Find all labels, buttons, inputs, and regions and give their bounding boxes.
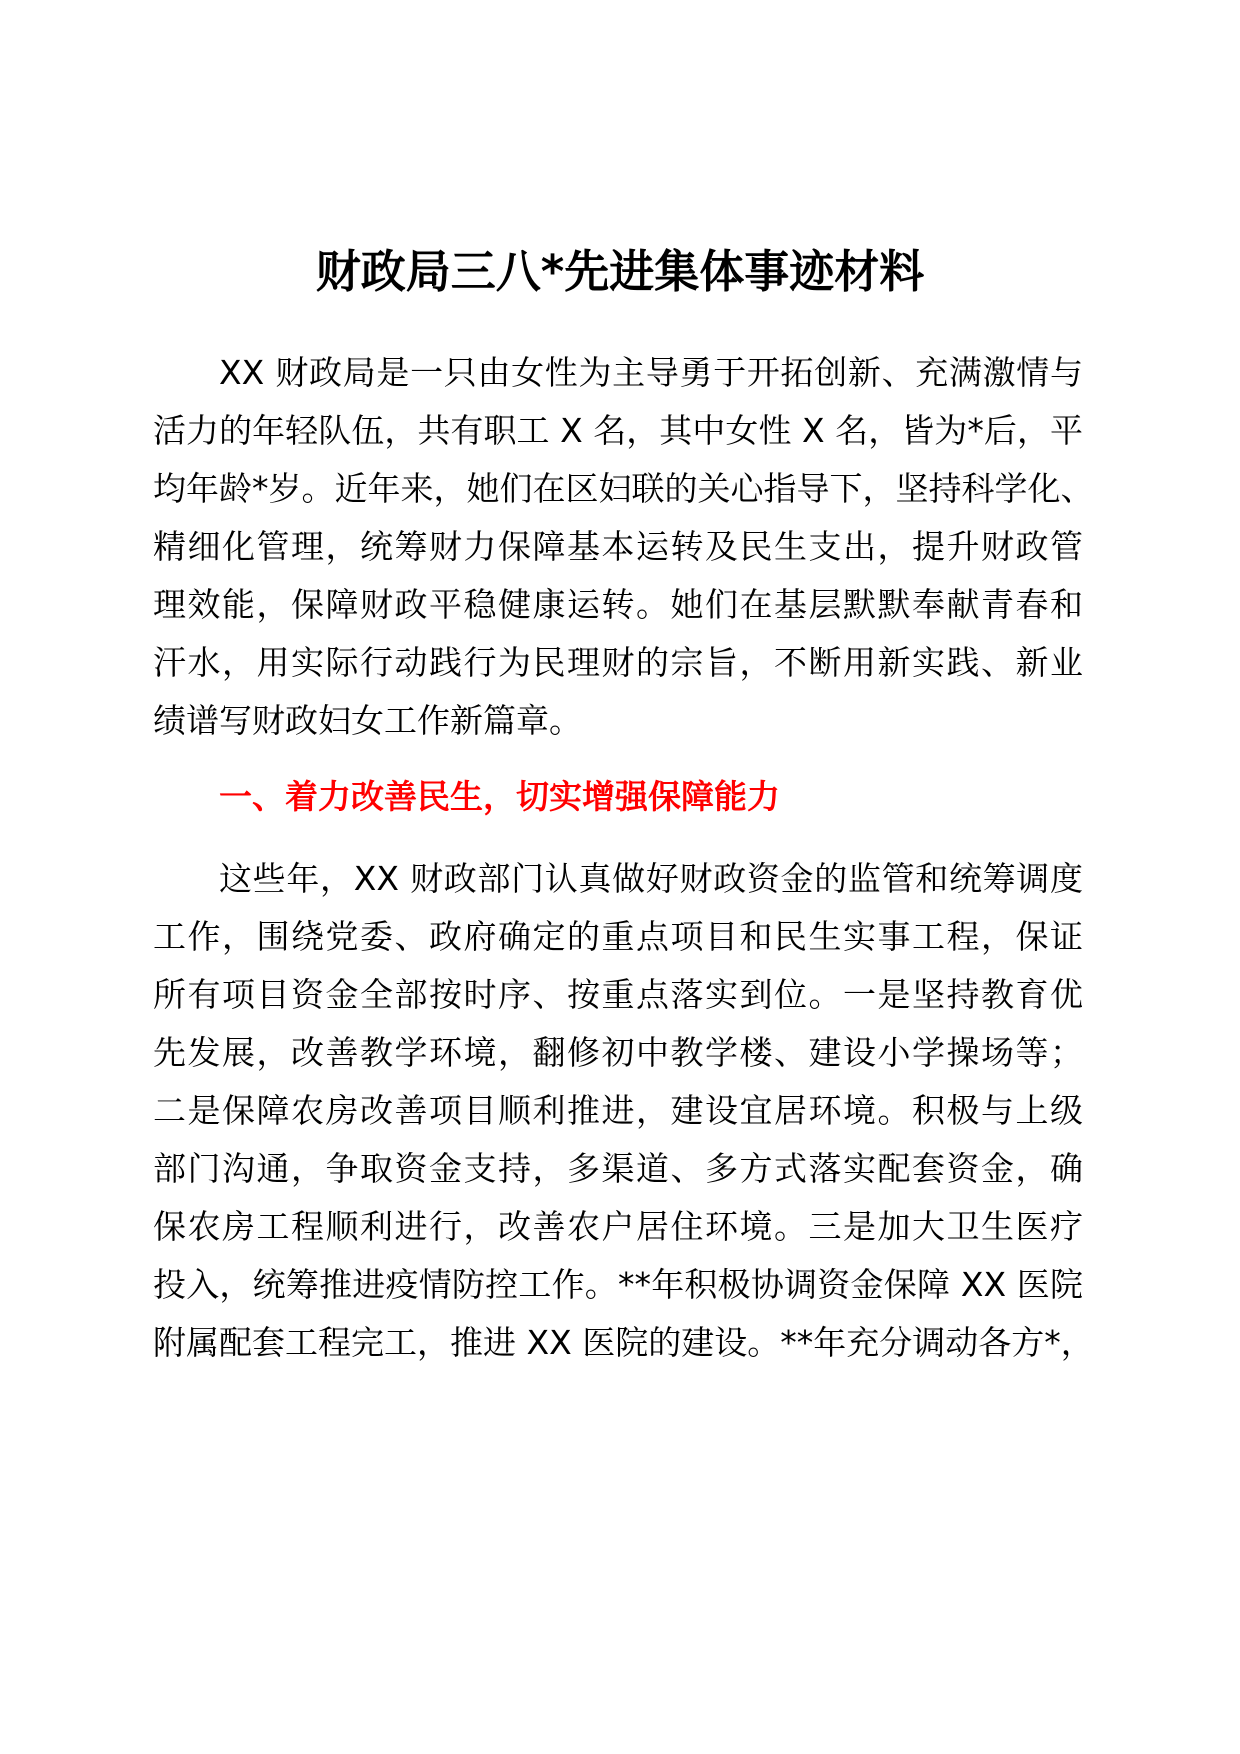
- paragraph-1-line-2: 活力的年轻队伍，共有职工 X 名，其中女性 X 名，皆为*后，平: [153, 411, 1083, 450]
- paragraph-2-line-9: 附属配套工程完工，推进 XX 医院的建设。**年充分调动各方*，: [153, 1323, 1094, 1362]
- paragraph-1-line-4: 精细化管理，统筹财力保障基本运转及民生支出，提升财政管: [153, 527, 1083, 566]
- paragraph-2-line-1: 这些年，XX 财政部门认真做好财政资金的监管和统筹调度: [219, 859, 1083, 898]
- document-title: 财政局三八*先进集体事迹材料: [315, 245, 925, 298]
- paragraph-2-line-2: 工作，围绕党委、政府确定的重点项目和民生实事工程，保证: [153, 917, 1083, 956]
- paragraph-2-line-3: 所有项目资金全部按时序、按重点落实到位。一是坚持教育优: [153, 975, 1083, 1014]
- paragraph-1-line-6: 汗水，用实际行动践行为民理财的宗旨，不断用新实践、新业: [153, 643, 1083, 682]
- paragraph-1-line-7: 绩谱写财政妇女工作新篇章。: [153, 701, 582, 740]
- paragraph-1-line-1: XX 财政局是一只由女性为主导勇于开拓创新、充满激情与: [219, 353, 1083, 392]
- paragraph-2-line-7: 保农房工程顺利进行，改善农户居住环境。三是加大卫生医疗: [153, 1207, 1083, 1246]
- paragraph-2-line-8: 投入，统筹推进疫情防控工作。**年积极协调资金保障 XX 医院: [153, 1265, 1083, 1304]
- paragraph-1-line-5: 理效能，保障财政平稳健康运转。她们在基层默默奉献青春和: [153, 585, 1083, 624]
- section-heading-1: 一、着力改善民生，切实增强保障能力: [219, 777, 780, 816]
- paragraph-2-line-5: 二是保障农房改善项目顺利推进，建设宜居环境。积极与上级: [153, 1091, 1083, 1130]
- paragraph-2-line-4: 先发展，改善教学环境，翻修初中教学楼、建设小学操场等；: [153, 1033, 1083, 1072]
- paragraph-2-line-6: 部门沟通，争取资金支持，多渠道、多方式落实配套资金，确: [153, 1149, 1083, 1188]
- paragraph-1-line-3: 均年龄*岁。近年来，她们在区妇联的关心指导下，坚持科学化、: [153, 469, 1094, 508]
